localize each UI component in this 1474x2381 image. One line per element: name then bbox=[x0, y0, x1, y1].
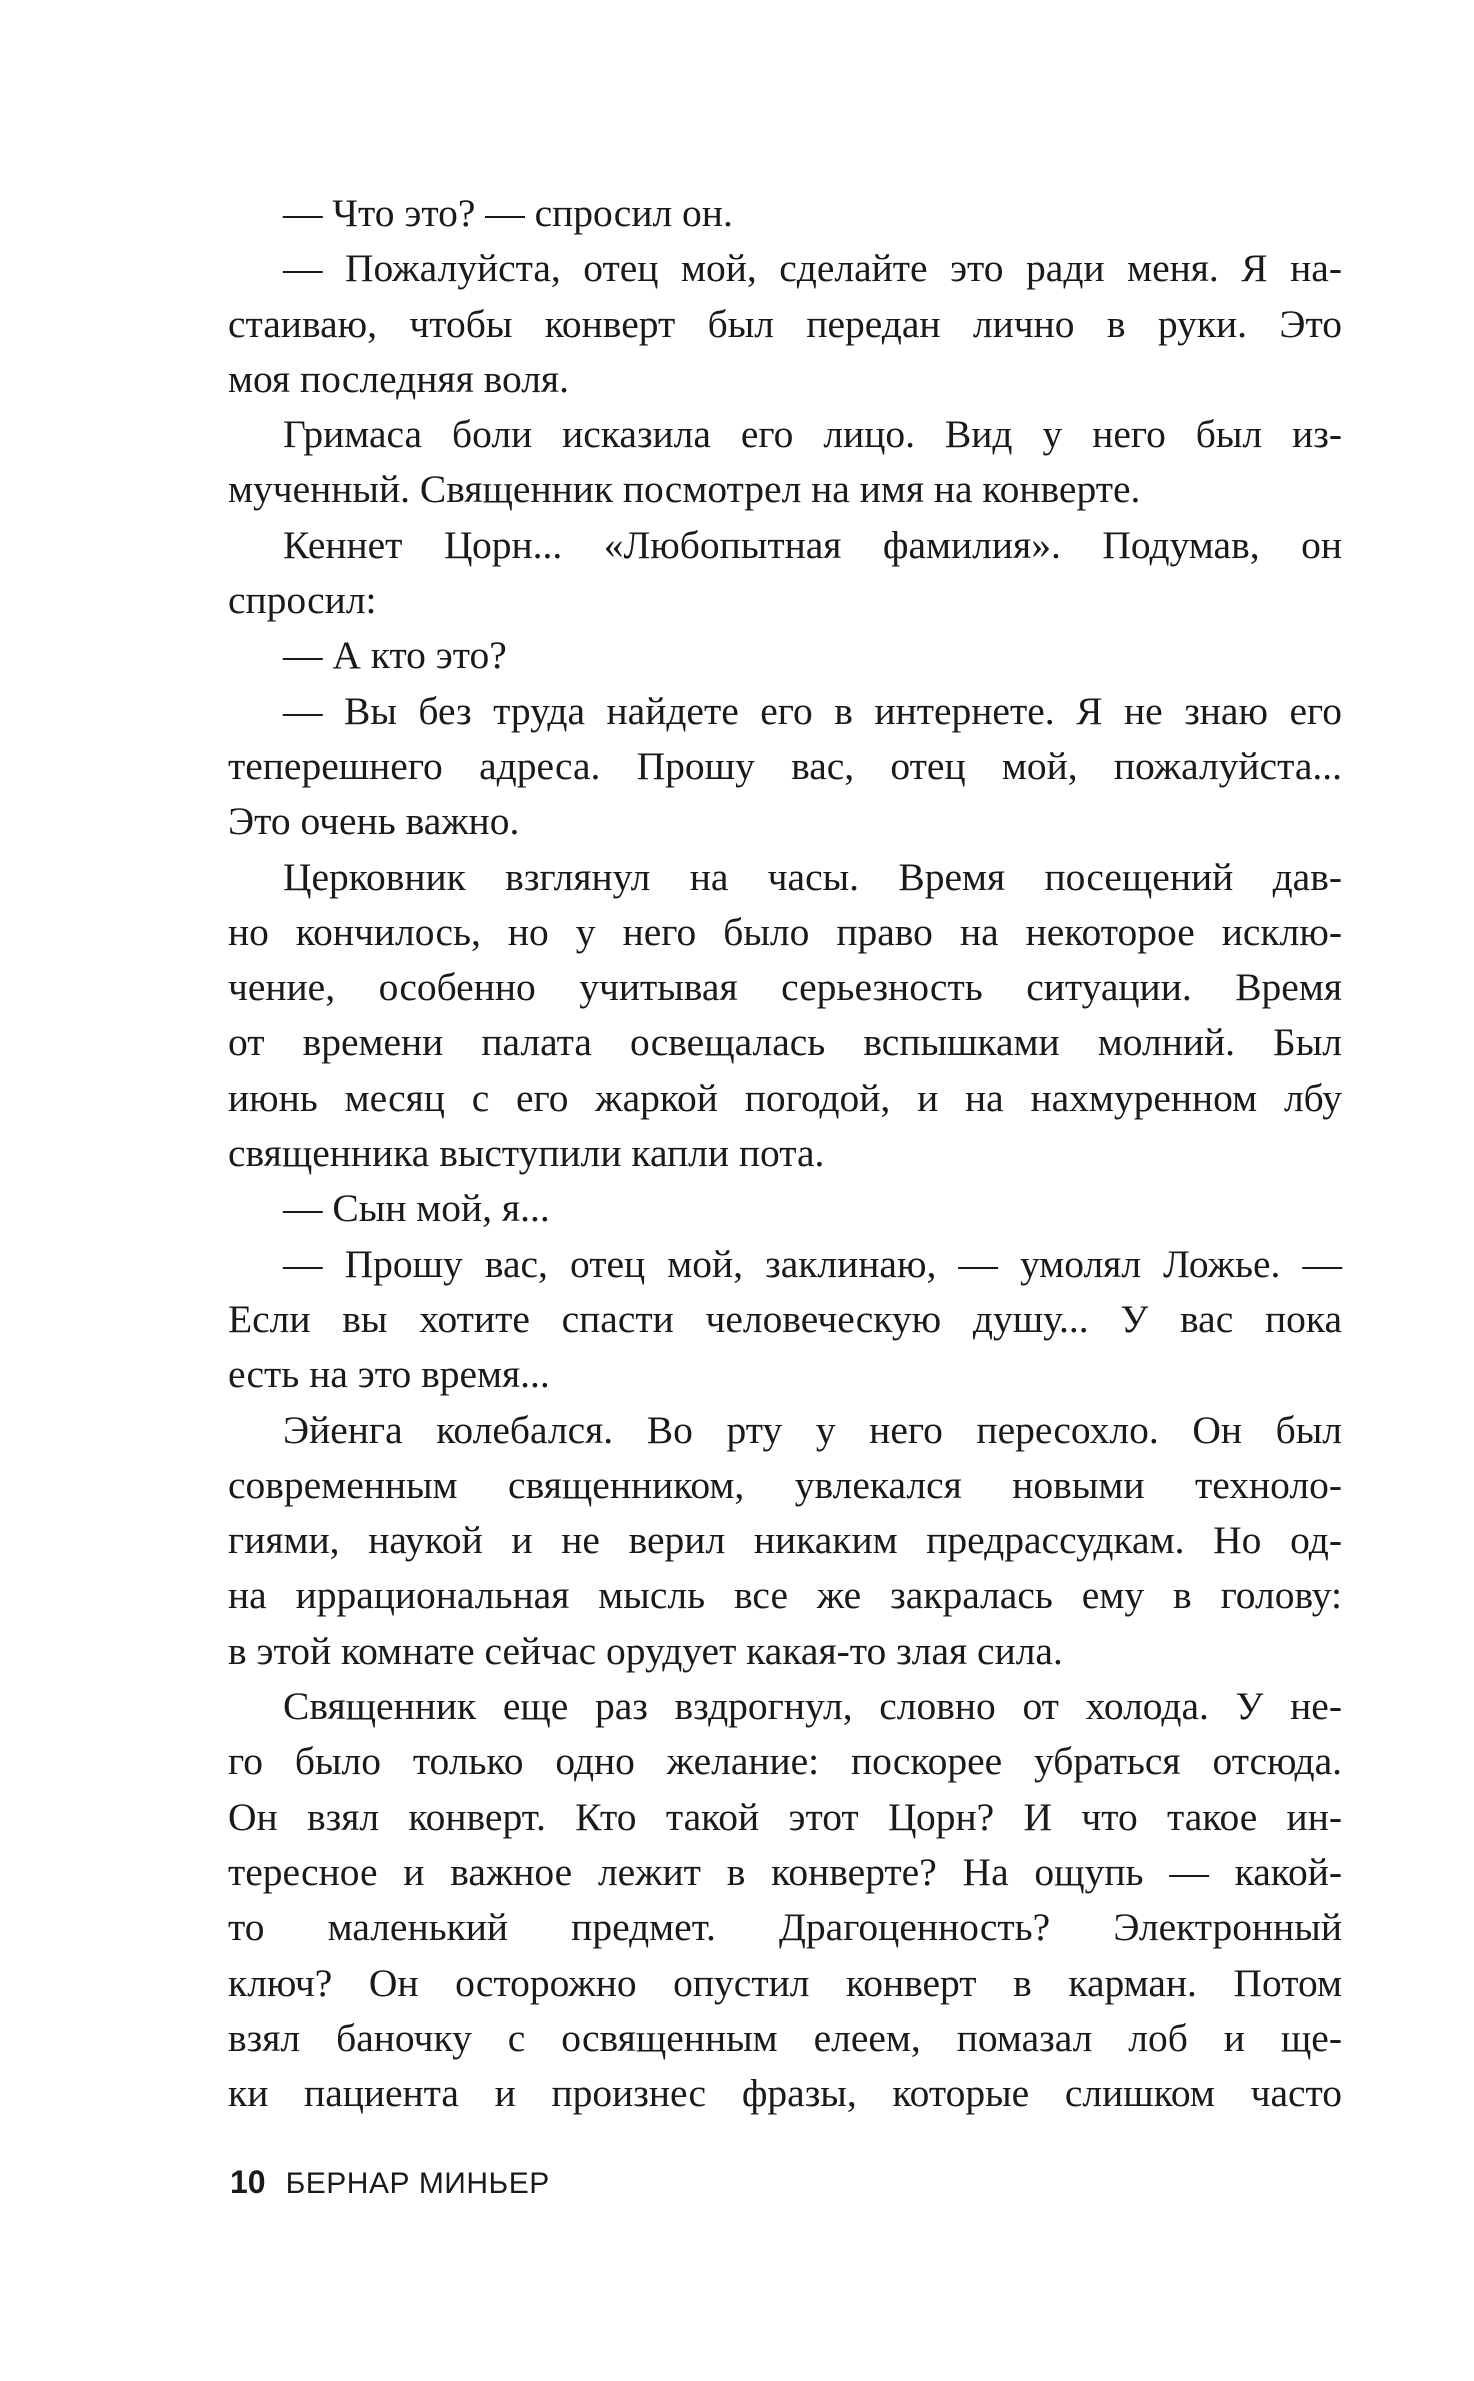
text-line: Если вы хотите спасти человеческую душу... У вас пока bbox=[228, 1296, 1342, 1341]
text-line: июнь месяц с его жаркой погодой, и на нахмуренном лбу bbox=[228, 1075, 1342, 1120]
text-line: Гримаса боли исказила его лицо. Вид у него был из- bbox=[283, 412, 1342, 457]
text-line: чение, особенно учитывая серьезность ситуации. Время bbox=[228, 965, 1342, 1010]
text-line: то маленький предмет. Драгоценность? Электронный bbox=[228, 1905, 1342, 1950]
text-line: Церковник взглянул на часы. Время посещений дав- bbox=[283, 854, 1342, 899]
text-line: — Сын мой, я... bbox=[283, 1186, 550, 1231]
text-line: — А кто это? bbox=[283, 633, 507, 678]
text-line: ки пациента и произнес фразы, которые слишком часто bbox=[228, 2071, 1342, 2116]
text-line: моя последняя воля. bbox=[228, 356, 569, 401]
text-line: го было только одно желание: поскорее убраться отсюда. bbox=[228, 1739, 1342, 1784]
text-line: в этой комнате сейчас орудует какая-то злая сила. bbox=[228, 1628, 1063, 1673]
text-line: на иррациональная мысль все же закралась ему в голову: bbox=[228, 1573, 1342, 1618]
text-line: — Прошу вас, отец мой, заклинаю, — умолял Ложье. — bbox=[283, 1241, 1342, 1286]
text-line: — Пожалуйста, отец мой, сделайте это ради меня. Я на- bbox=[283, 246, 1342, 291]
text-line: мученный. Священник посмотрел на имя на конверте. bbox=[228, 467, 1141, 512]
text-line: стаиваю, чтобы конверт был передан лично в руки. Это bbox=[228, 301, 1342, 346]
text-line: есть на это время... bbox=[228, 1352, 550, 1397]
text-line: но кончилось, но у него было право на некоторое исклю- bbox=[228, 909, 1342, 954]
text-line: Он взял конверт. Кто такой этот Цорн? И что такое ин- bbox=[228, 1794, 1342, 1839]
text-line: гиями, наукой и не верил никаким предрассудкам. Но од- bbox=[228, 1518, 1342, 1563]
text-line: Священник еще раз вздрогнул, словно от холода. У не- bbox=[283, 1684, 1342, 1729]
text-line: Это очень важно. bbox=[228, 799, 520, 844]
page-number: 10 bbox=[230, 2164, 266, 2200]
text-line: современным священником, увлекался новыми техноло- bbox=[228, 1462, 1342, 1507]
text-line: тересное и важное лежит в конверте? На ощупь — какой- bbox=[228, 1849, 1342, 1894]
text-line: теперешнего адреса. Прошу вас, отец мой, пожалуйста... bbox=[228, 743, 1342, 788]
text-line: спросил: bbox=[228, 578, 377, 623]
text-line: взял баночку с освященным елеем, помазал лоб и ще- bbox=[228, 2015, 1342, 2060]
text-line: от времени палата освещалась вспышками молний. Был bbox=[228, 1020, 1342, 1065]
text-line: Эйенга колебался. Во рту у него пересохло. Он был bbox=[283, 1407, 1342, 1452]
text-line: Кеннет Цорн... «Любопытная фамилия». Подумав, он bbox=[283, 522, 1342, 567]
text-line: — Что это? — спросил он. bbox=[283, 191, 733, 235]
body-text bbox=[228, 186, 1342, 2121]
text-line: священника выступили капли пота. bbox=[228, 1131, 825, 1176]
text-line: — Вы без труда найдете его в интернете. Я не знаю его bbox=[283, 688, 1342, 733]
running-footer bbox=[230, 2160, 550, 2204]
author-name: БЕРНАР МИНЬЕР bbox=[285, 2167, 550, 2200]
text-line: ключ? Он осторожно опустил конверт в карман. Потом bbox=[228, 1960, 1342, 2005]
